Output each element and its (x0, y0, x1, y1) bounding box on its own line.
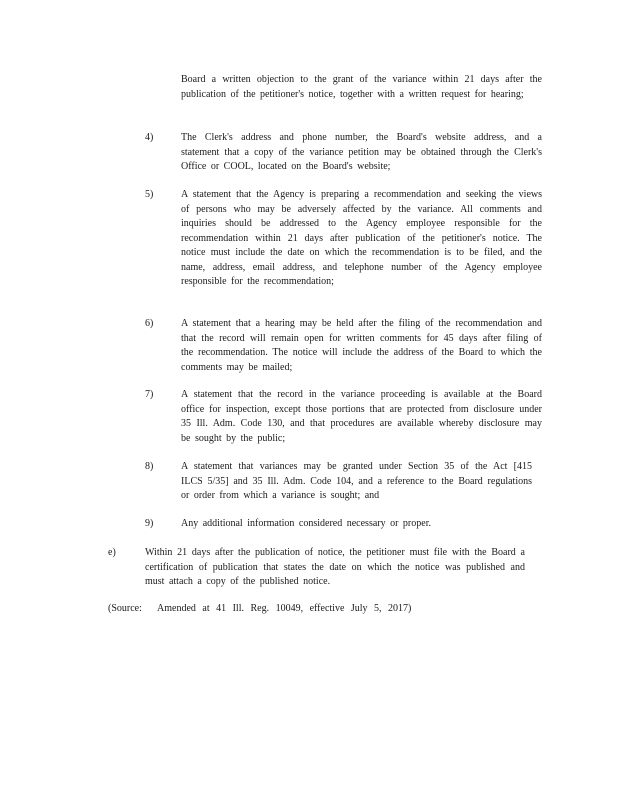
item-4-text: The Clerk's address and phone number, the Board's website address, and a statement that a copy of the variance petition may be obtained through the Clerk's Office or COOL, located on the Board's website; (181, 132, 542, 172)
item-7-number: 7) (145, 389, 154, 400)
item-6-number: 6) (145, 318, 154, 329)
item-4-number: 4) (145, 132, 154, 143)
subsection-e-text: Within 21 days after the publication of notice, the petitioner must file with the Board a certification of publication that states the date on which the notice was published and must attach a copy of the published notice. (145, 547, 525, 587)
item-5-text: A statement that the Agency is preparing a recommendation and seeking the views of persons who may be adversely affected by the variance. All comments and inquiries should be addressed to the Agency employee responsible for the recommendation within 21 days after publication of the petitioner's notice. The notice must include the date on which the recommendation is to be filed, and the name, address, email address, and telephone number of the Agency employee responsible for the recommendation; (181, 189, 542, 287)
item-7-text: A statement that the record in the variance proceeding is available at the Board office for inspection, except those portions that are protected from disclosure under 35 Ill. Adm. Code 130, and that procedures are available whereby disclosure may be sought by the public; (181, 389, 542, 444)
item-5-number: 5) (145, 189, 154, 200)
item-8-number: 8) (145, 461, 154, 472)
item-9-number: 9) (145, 518, 154, 529)
item-6-text: A statement that a hearing may be held after the filing of the recommendation and that the record will remain open for written comments for 45 days after filing of the recommendation. The notice will include the address of the Board to which the comments may be mailed; (181, 318, 542, 373)
source-citation: Amended at 41 Ill. Reg. 10049, effective July 5, 2017) (157, 603, 412, 614)
source-label: (Source: (108, 603, 142, 614)
item-8-text: A statement that variances may be granted under Section 35 of the Act [415 ILCS 5/35] and 35 Ill. Adm. Code 104, and a reference to the Board regulations or order from which a variance is sought; and (181, 461, 532, 501)
subsection-e-label: e) (108, 547, 116, 558)
item-9-text: Any additional information considered necessary or proper. (181, 518, 431, 529)
continuation-paragraph: Board a written objection to the grant of the variance within 21 days after the publication of the petitioner's notice, together with a written request for hearing; (181, 74, 542, 100)
